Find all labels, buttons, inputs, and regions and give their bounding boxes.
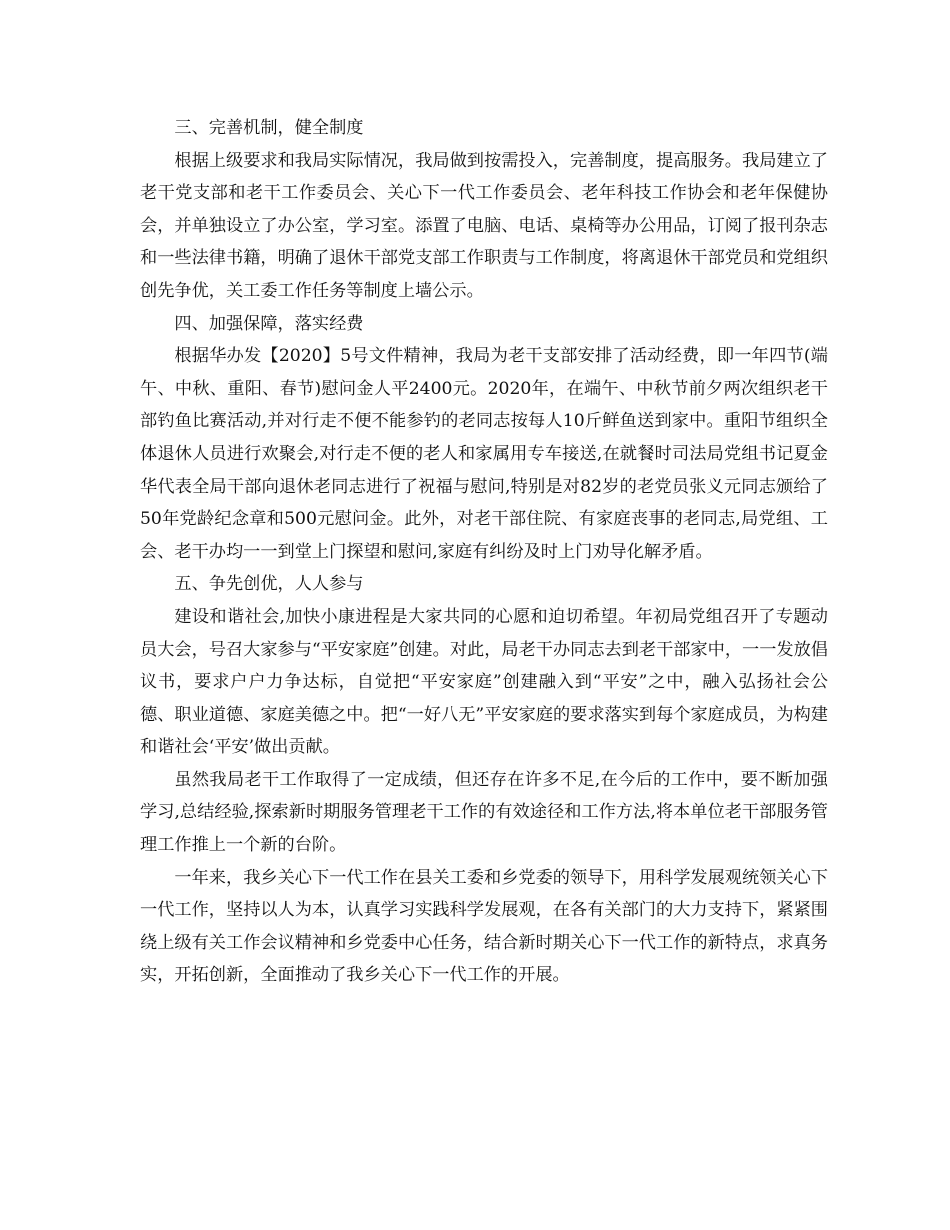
- paragraph-funding-guarantee: 根据华办发【2020】5号文件精神，我局为老干支部安排了活动经费，即一年四节(端午、中秋、重阳、春节)慰问金人平2400元。2020年，在端午、中秋节前夕两次组织老干部钓鱼比赛活动,并对行走不便不能参钓的老同志按每人10斤鲜鱼送到家中。重阳节组织全体退休人员进行欢聚会,对行走不便的老人和家属用专车接送,在就餐时司法局党组书记夏金华代表全局干部向退休老同志进行了祝福与慰问,特别是对82岁的老党员张义元同志颁给了50年党龄纪念章和500元慰问金。此外，对老干部住院、有家庭丧事的老同志,局党组、工会、老干办均一一到堂上门探望和慰问,家庭有纠纷及时上门劝导化解矛盾。: [140, 346, 828, 562]
- paragraph-shortcomings: 虽然我局老干工作取得了一定成绩，但还存在许多不足,在今后的工作中，要不断加强学习,总结经验,探索新时期服务管理老干工作的有效途径和工作方法,将本单位老干部服务管理工作推上一个新的台阶。: [140, 769, 828, 856]
- paragraph-safe-family: 建设和谐社会,加快小康进程是大家共同的心愿和迫切希望。年初局党组召开了专题动员大会，号召大家参与“平安家庭”创建。对此，局老干办同志去到老干部家中，一一发放倡议书，要求户户力争达标，自觉把“平安家庭”创建融入到“平安”之中，融入弘扬社会公德、职业道德、家庭美德之中。把“一好八无”平安家庭的要求落实到每个家庭成员，为构建和谐社会‘平安’做出贡献。: [140, 606, 828, 758]
- section-heading-4: 四、加强保障，落实经费: [174, 313, 364, 334]
- paragraph-next-generation: 一年来，我乡关心下一代工作在县关工委和乡党委的领导下，用科学发展观统领关心下一代工作，坚持以人为本，认真学习实践科学发展观，在各有关部门的大力支持下，紧紧围绕上级有关工作会议精神和乡党委中心任务，结合新时期关心下一代工作的新特点，求真务实，开拓创新，全面推动了我乡关心下一代工作的开展。: [140, 867, 828, 986]
- document-page: [140, 112, 828, 992]
- paragraph-mechanism-system: 根据上级要求和我局实际情况，我局做到按需投入，完善制度，提高服务。我局建立了老干党支部和老干工作委员会、关心下一代工作委员会、老年科技工作协会和老年保健协会，并单独设立了办公室，学习室。添置了电脑、电话、桌椅等办公用品，订阅了报刊杂志和一些法律书籍，明确了退休干部党支部工作职责与工作制度，将离退休干部党员和党组织创先争优，关工委工作任务等制度上墙公示。: [140, 150, 828, 301]
- section-heading-3: 三、完善机制，健全制度: [174, 118, 364, 138]
- section-heading-5: 五、争先创优，人人参与: [174, 574, 364, 595]
